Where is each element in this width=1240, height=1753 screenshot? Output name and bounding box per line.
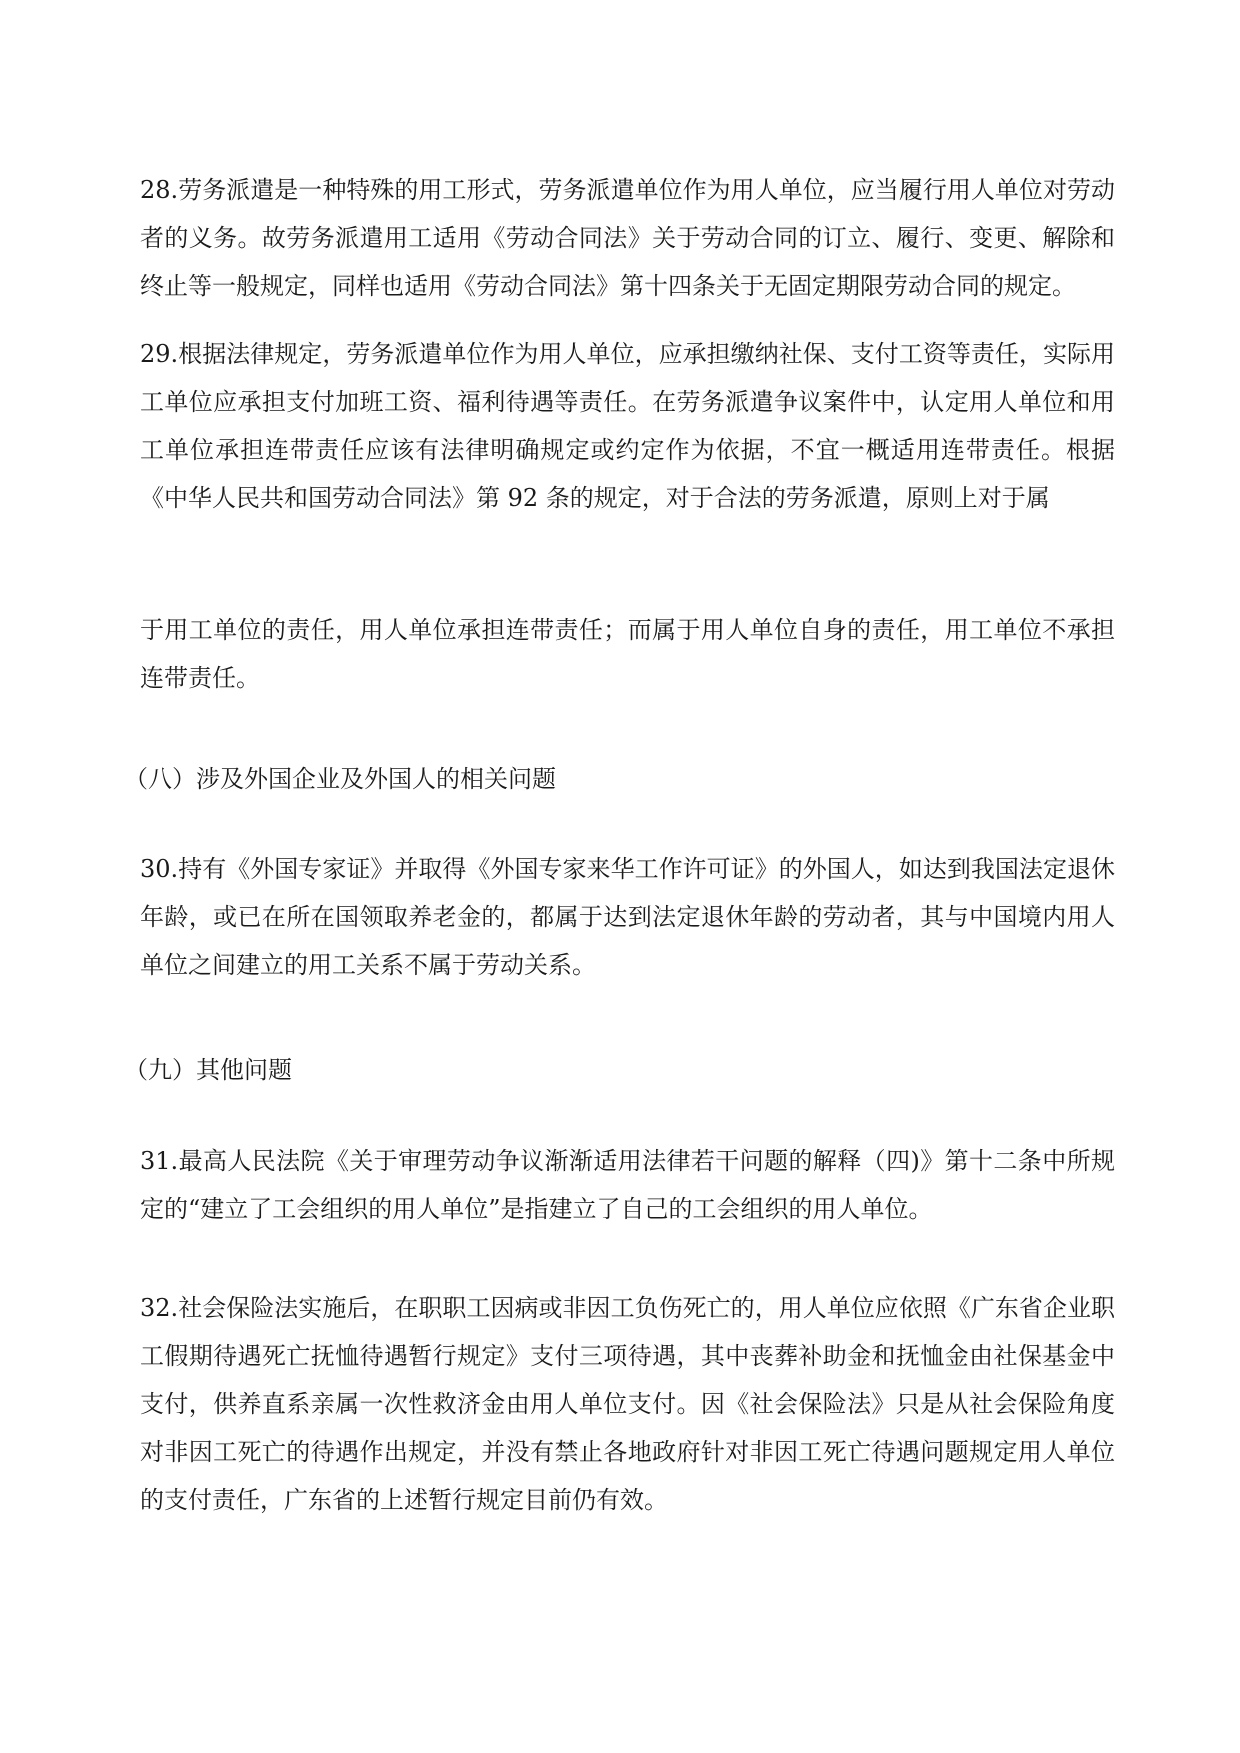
paragraph-30: 30.持有《外国专家证》并取得《外国专家来华工作许可证》的外国人，如达到我国法定退休年龄，或已在所在国领取养老金的，都属于达到法定退休年龄的劳动者，其与中国境内用人单位之间建立的用工关系不属于劳动关系。 (140, 855, 1115, 979)
section-heading-8: （八）涉及外国企业及外国人的相关问题 (124, 765, 556, 793)
section-heading-9: （九）其他问题 (124, 1056, 292, 1084)
paragraph-29-continued: 于用工单位的责任，用人单位承担连带责任；而属于用人单位自身的责任，用工单位不承担连带责任。 (140, 616, 1115, 692)
paragraph-29: 29.根据法律规定，劳务派遣单位作为用人单位，应承担缴纳社保、支付工资等责任，实际用工单位应承担支付加班工资、福利待遇等责任。在劳务派遣争议案件中，认定用人单位和用工单位承担连带责任应该有法律明确规定或约定作为依据，不宜一概适用连带责任。根据《中华人民共和国劳动合同法》第 92 条的规定，对于合法的劳务派遣，原则上对于属 (140, 340, 1115, 512)
paragraph-31: 31.最高人民法院《关于审理劳动争议渐渐适用法律若干问题的解释（四)》第十二条中所规定的“建立了工会组织的用人单位”是指建立了自己的工会组织的用人单位。 (140, 1147, 1115, 1223)
paragraph-28: 28.劳务派遣是一种特殊的用工形式，劳务派遣单位作为用人单位，应当履行用人单位对劳动者的义务。故劳务派遣用工适用《劳动合同法》关于劳动合同的订立、履行、变更、解除和终止等一般规定，同样也适用《劳动合同法》第十四条关于无固定期限劳动合同的规定。 (140, 176, 1115, 300)
paragraph-32: 32.社会保险法实施后，在职职工因病或非因工负伤死亡的，用人单位应依照《广东省企业职工假期待遇死亡抚恤待遇暂行规定》支付三项待遇，其中丧葬补助金和抚恤金由社保基金中支付，供养直系亲属一次性救济金由用人单位支付。因《社会保险法》只是从社会保险角度对非因工死亡的待遇作出规定，并没有禁止各地政府针对非因工死亡待遇问题规定用人单位的支付责任，广东省的上述暂行规定目前仍有效。 (140, 1294, 1115, 1514)
